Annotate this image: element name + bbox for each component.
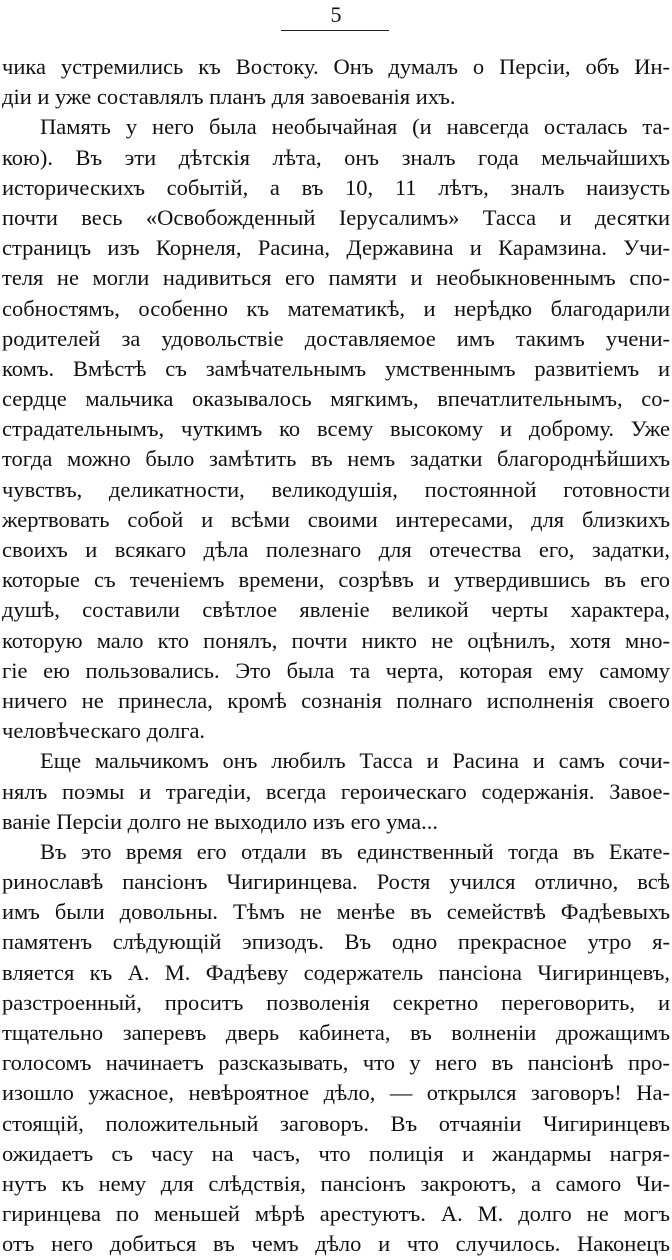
text-line: Еще мальчикомъ онъ любилъ Тасса и Расина и самъ сочи-	[40, 748, 670, 774]
text-line: комъ. Вмѣстѣ съ замѣчательнымъ умственнымъ развитіемъ и	[2, 355, 670, 381]
text-line: Память у него была необычайная (и навсегда осталась та-	[40, 114, 670, 140]
text-line: которую мало кто понялъ, почти никто не оцѣнилъ, хотя мно-	[2, 627, 670, 653]
paragraph	[2, 52, 670, 112]
text-line: изошло ужасное, невѣроятное дѣло, — открылся заговоръ! На-	[2, 1080, 670, 1106]
text-line: голосомъ начинаетъ разсказывать, что у него въ пансіонѣ про-	[2, 1050, 670, 1076]
text-line: памятенъ слѣдующій эпизодъ. Въ одно прекрасное утро я-	[2, 929, 670, 955]
text-line: ожидаетъ съ часу на часъ, что полиція и жандармы нагря-	[2, 1140, 670, 1166]
header-rule	[281, 30, 389, 31]
text-line: чика устремились къ Востоку. Онъ думалъ о Персіи, объ Ин-	[2, 54, 670, 79]
text-line: вляется къ А. М. Фадѣеву содержатель пансіона Чигиринцевъ,	[2, 959, 670, 985]
text-line: человѣческаго долга.	[2, 718, 206, 744]
text-line: отъ него добиться въ чемъ дѣло и что случилось. Наконецъ	[2, 1231, 670, 1257]
page-number: 5	[330, 2, 342, 27]
text-line: разстроенный, проситъ позволенія секретно переговорить, и	[2, 989, 670, 1015]
text-line: кою). Въ эти дѣтскія лѣта, онъ зналъ года мельчайшихъ	[2, 144, 670, 170]
text-line: страдательнымъ, чуткимъ ко всему высокому и доброму. Уже	[2, 416, 670, 442]
text-line: Въ это время его отдали въ единственный тогда въ Екате-	[40, 838, 670, 864]
text-line: родителей за удовольствіе доставляемое имъ такимъ учени-	[2, 325, 670, 351]
text-line: гиринцева по меньшей мѣрѣ арестуютъ. А. М. долго не могъ	[2, 1201, 670, 1227]
text-line: собностямъ, особенно къ математикѣ, и нерѣдко благодарили	[2, 295, 670, 321]
text-line: жертвовать собой и всѣми своими интересами, для близкихъ	[2, 506, 670, 532]
text-line: ваніе Персіи долго не выходило изъ его ума...	[2, 808, 438, 834]
text-line: душѣ, составили свѣтлое явленіе великой черты характера,	[2, 597, 670, 623]
text-line: діи и уже составлялъ планъ для завоеванія ихъ.	[2, 84, 456, 110]
text-line: нялъ поэмы и трагедіи, всегда героическаго содержанія. Завое-	[2, 778, 670, 804]
text-body	[2, 52, 670, 1260]
paragraph	[2, 837, 670, 1260]
text-line: чувствъ, деликатности, великодушія, постоянной готовности	[2, 476, 670, 502]
text-line: тогда можно было замѣтить въ немъ задатки благороднѣйшихъ	[2, 446, 670, 472]
paragraph	[2, 746, 670, 837]
text-line: гіе ею пользовались. Это была та черта, которая ему самому	[2, 657, 670, 683]
text-line: своихъ и всякаго дѣла полезнаго для отечества его, задатки,	[2, 537, 670, 562]
paragraph	[2, 112, 670, 746]
text-line: имъ были довольны. Тѣмъ не менѣе въ семействѣ Фадѣевыхъ	[2, 899, 670, 925]
text-line: теля не могли надивиться его памяти и необыкновеннымъ спо-	[2, 265, 670, 291]
text-line: сердце мальчика оказывалось мягкимъ, впечатлительнымъ, со-	[2, 386, 670, 412]
text-line: стоящій, положительный заговоръ. Въ отчаяніи Чигиринцевъ	[2, 1110, 670, 1136]
text-line: почти весь «Освобожденный Іерусалимъ» Тасса и десятки	[2, 204, 670, 230]
text-line: страницъ изъ Корнеля, Расина, Державина и Карамзина. Учи-	[2, 235, 670, 261]
text-line: тщательно заперевъ дверь кабинета, въ волненіи дрожащимъ	[2, 1020, 670, 1045]
text-line: ничего не принесла, кромѣ сознанія полнаго исполненія своего	[2, 687, 670, 713]
text-line: которые съ теченіемъ времени, созрѣвъ и утвердившись въ его	[2, 567, 670, 593]
text-line: нутъ къ нему для слѣдствія, пансіонъ закроютъ, а самого Чи-	[2, 1170, 670, 1196]
text-line: ринославѣ пансіонъ Чигиринцева. Ростя учился отлично, всѣ	[2, 869, 670, 895]
text-line: историческихъ событій, а въ 10, 11 лѣтъ, зналъ наизусть	[2, 174, 670, 200]
